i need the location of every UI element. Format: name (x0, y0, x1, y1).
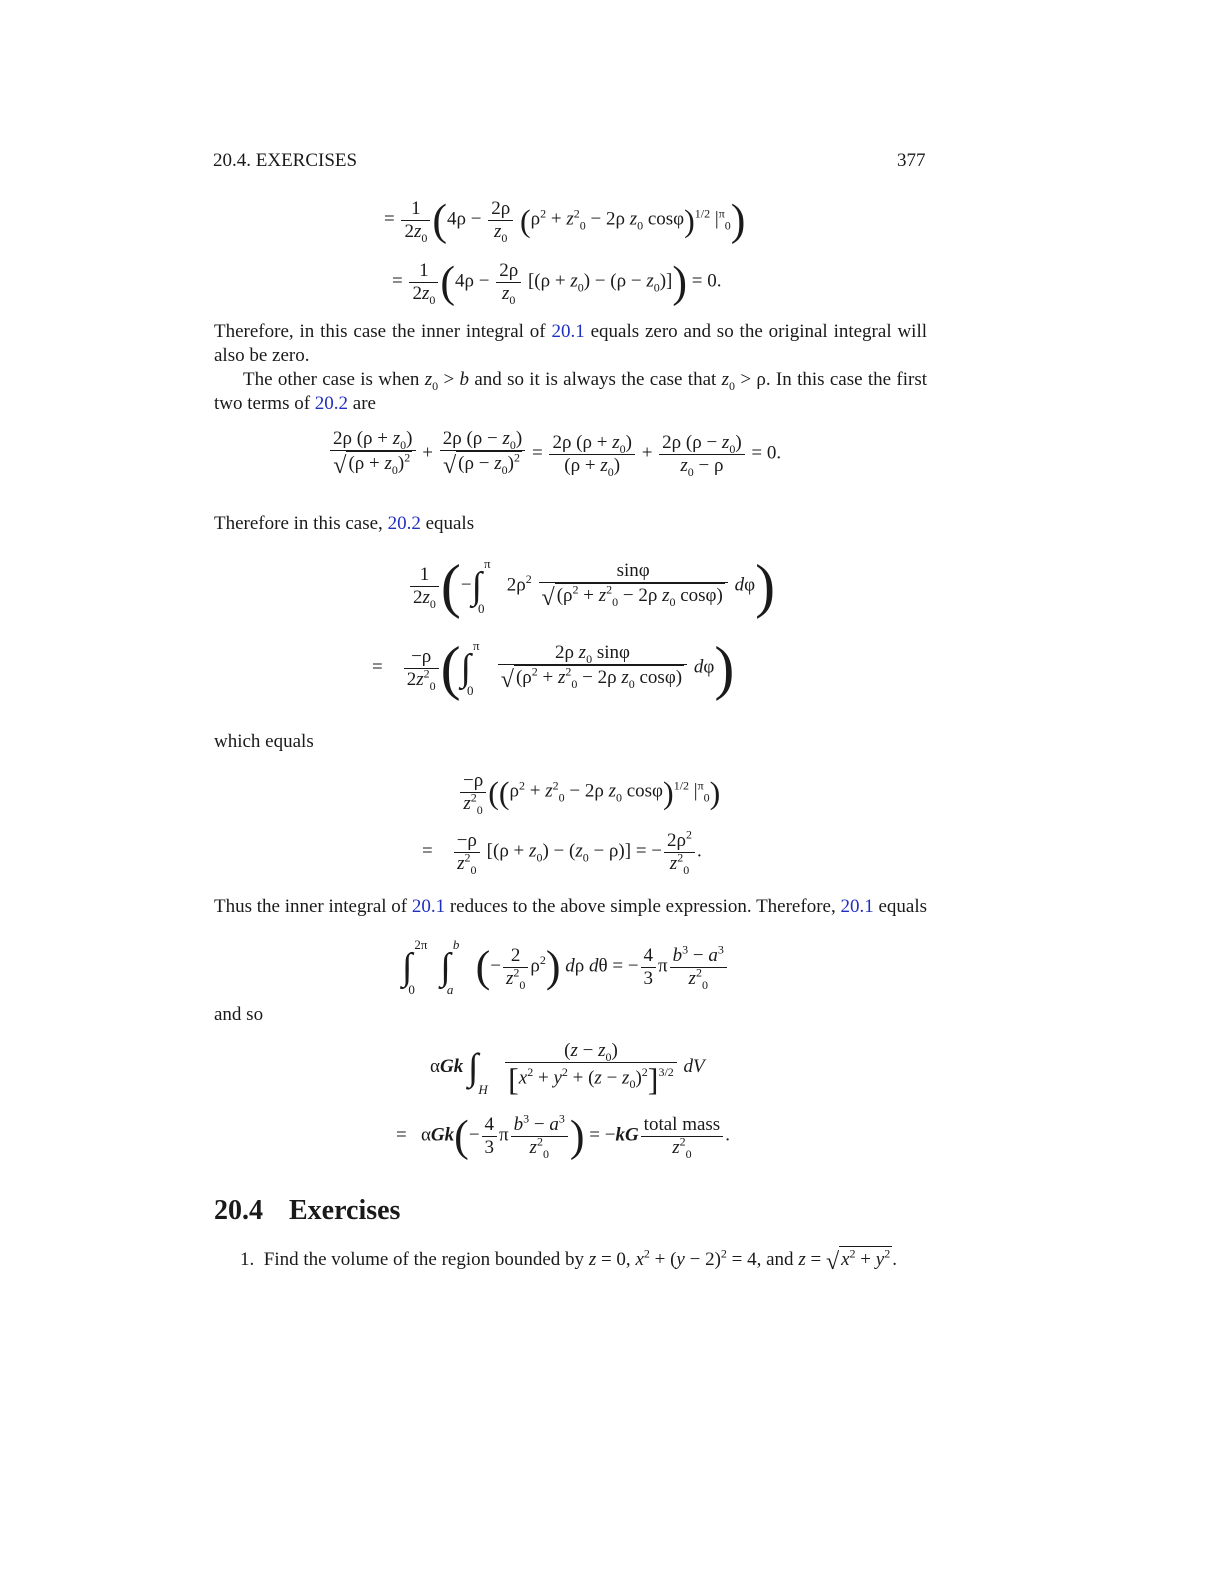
paragraph-3: Therefore in this case, 20.2 equals (214, 513, 475, 534)
equation-4a: $\frac{-\rho}{z^2_0}$ (($\rho^2 + z^2_0 - 2\rho$ $z_0$ cosφ)$^{1/2}$ $|^\pi_0$) (458, 770, 720, 815)
equation-ref-link[interactable]: 20.1 (551, 321, 585, 342)
equation-ref-link[interactable]: 20.1 (411, 896, 446, 917)
running-title: 20.4. EXERCISES (213, 150, 358, 171)
paragraph-5: Thus the inner integral of 20.1 reduces to the above simple expression. Therefore, 20.1 equals (214, 896, 928, 917)
section-heading (214, 1195, 400, 1227)
paragraph-1: Therefore, in this case the inner integral of 20.1 equals zero and so the original integral will also be zero. (214, 321, 928, 366)
equation-ref-link[interactable]: 20.2 (387, 513, 421, 534)
equation-ref-link[interactable]: 20.2 (314, 393, 349, 414)
equation-1b: = $\frac{1}{2z_0}$ (4ρ − $\frac{2\rho}{z_0}$ $[(\rho + z_0) - (\rho - z_0)]) = 0$. (392, 257, 722, 307)
section-number: 20.4 (214, 1195, 263, 1226)
equation-ref-link[interactable]: 20.1 (840, 896, 874, 917)
equation-6a: αGk ∫ H $\frac{(z - z_0)}{[x^2 + y^2 + (z - z_0)^2]^{3/2}}$ dV (430, 1040, 705, 1098)
equation-1a: = $\frac{1}{2z_0}$ (4ρ − $\frac{2\rho}{z_0}$ ($\rho^2 + z^2_0 - 2\rho$ $z_0$ cosφ)$^{1/2}$ $|^\pi_0$) (384, 195, 746, 245)
paragraph-2: The other case is when $z_0 > b$ and so it is always the case that $z_0 > \rho$. In this case the first two terms of 20.2 are (214, 369, 928, 414)
equation-2: $\frac{2\rho (\rho + z_0)}{√ (\rho + z_0)^2}$ + $\frac{2\rho (\rho - z_0)}{√ (\rho - z_0)^2}$ = $\frac{2\rho (\rho + z_0)}{(\rho + z_0)}$ + $\frac{2\rho (\rho - z_0)}{z_0 - \rho}$ = 0. (328, 428, 781, 480)
paragraph-6: and so (214, 1004, 264, 1025)
exercise-text: Find the volume of the region bounded by (263, 1249, 585, 1270)
equation-3a: $\frac{1}{2z_0}$ (−∫ π 0 $2\rho^2$ $\frac{\sin\varphi}{√ (\rho^2 + z^2_0 - 2\rho z_0 \cos\varphi)}$ dφ) (408, 556, 775, 616)
exercise-number: 1. (240, 1249, 255, 1270)
equation-3b: = $\frac{-\rho}{2z^2_0}$ (∫ π 0 $\frac{2\rho z_0 \sin\varphi}{√ (\rho^2 + z^2_0 - 2\rho z_0 \cos\varphi)}$ dφ) (372, 635, 735, 701)
exercise-item: 1. Find the volume of the region bounded by z = 0, $x^2 + (y - 2)^2 = 4$, and z = √ $x^2 + y^2$ . (240, 1246, 897, 1275)
page-number: 377 (897, 150, 926, 171)
equation-6b: = αGk(− $\frac{4}{3}$ π $\frac{b^3 - a^3}{z^2_0}$ ) = −kG $\frac{\text{total mass}}{z^2_0}$ . (396, 1111, 730, 1161)
equation-5: ∫ 2π 0 ∫ b a (− $\frac{2}{z^2_0}$ $\rho^2$) dρ dθ = − $\frac{4}{3}$ π $\frac{b^3 - a^3}{z^2_0}$ (402, 942, 729, 992)
equation-4b: = $\frac{-\rho}{z^2_0}$ $[(\rho + z_0) - (z_0 - \rho)]$ = − $\frac{2\rho^2}{z^2_0}$ . (422, 827, 702, 877)
section-title: Exercises (289, 1195, 401, 1226)
paragraph-4: which equals (214, 731, 314, 752)
